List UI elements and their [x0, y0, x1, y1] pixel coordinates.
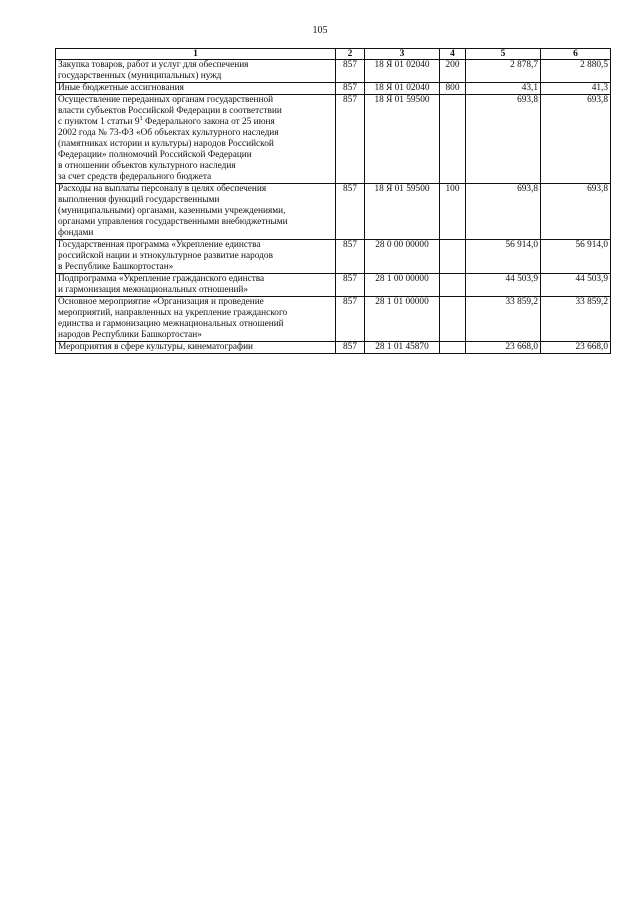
row-code-cell: 857 [336, 240, 365, 274]
row-sum1-cell: 44 503,9 [466, 274, 541, 297]
row-name-cell [56, 297, 336, 342]
row-name-line: единства и гармонизацию межнациональных отношений [58, 319, 284, 329]
row-name-line: народов Республики Башкортостан» [58, 330, 202, 340]
table-row [56, 184, 611, 240]
row-code-cell: 857 [336, 83, 365, 95]
row-sum2-cell: 693,8 [541, 184, 611, 240]
row-name-line: Расходы на выплаты персоналу в целях обеспечения [58, 184, 267, 194]
row-csr-cell: 28 1 00 00000 [365, 274, 440, 297]
row-code-cell: 857 [336, 60, 365, 83]
page-number: 105 [312, 25, 328, 36]
column-header: 6 [541, 49, 611, 60]
row-name-line: органами управления государственными внебюджетными [58, 217, 288, 227]
row-name-line: (памятниках истории и культуры) народов Российской [58, 139, 274, 149]
row-name-line: Осуществление переданных органам государственной [58, 95, 274, 105]
row-code-cell: 857 [336, 274, 365, 297]
row-csr-cell: 18 Я 01 02040 [365, 83, 440, 95]
row-name-line: выполнения функций государственными [58, 195, 220, 205]
row-name-line: и гармонизация межнациональных отношений» [58, 285, 249, 295]
row-name-line: в отношении объектов культурного наследия [58, 161, 236, 171]
row-name-line: (муниципальными) органами, казенными учреждениями, [58, 206, 286, 216]
row-name-cell [56, 95, 336, 184]
row-name-line: 2002 года № 73-ФЗ «Об объектах культурного наследия [58, 128, 279, 138]
row-name-line [58, 114, 333, 128]
row-csr-cell: 28 1 01 45870 [365, 342, 440, 354]
column-header: 2 [336, 49, 365, 60]
row-csr-cell: 28 0 00 00000 [365, 240, 440, 274]
column-header: 5 [466, 49, 541, 60]
row-name-cell [56, 184, 336, 240]
row-name-cell [56, 274, 336, 297]
row-name-line: Основное мероприятие «Организация и проведение [58, 297, 264, 307]
row-name-cell [56, 60, 336, 83]
row-vr-cell [440, 297, 466, 342]
row-name-line: Мероприятия в сфере культуры, кинематографии [58, 342, 254, 352]
row-sum1-cell: 56 914,0 [466, 240, 541, 274]
row-sum1-cell: 23 668,0 [466, 342, 541, 354]
row-name-line: власти субъектов Российской Федерации в соответствии [58, 106, 282, 116]
row-vr-cell [440, 274, 466, 297]
row-sum1-cell: 693,8 [466, 95, 541, 184]
row-name-line: за счет средств федерального бюджета [58, 172, 212, 182]
row-sum2-cell: 23 668,0 [541, 342, 611, 354]
table-row [56, 83, 611, 95]
row-sum2-cell: 41,3 [541, 83, 611, 95]
table-row [56, 240, 611, 274]
row-vr-cell: 800 [440, 83, 466, 95]
row-code-cell: 857 [336, 184, 365, 240]
row-name-cell [56, 240, 336, 274]
row-name-line-part: Федерального закона от 25 июня [142, 117, 275, 127]
row-sum2-cell: 56 914,0 [541, 240, 611, 274]
row-name-line: Государственная программа «Укрепление единства [58, 240, 261, 250]
row-name-line: фондами [58, 228, 94, 238]
row-csr-cell: 28 1 01 00000 [365, 297, 440, 342]
table-header-row [56, 49, 611, 60]
table-row [56, 95, 611, 184]
row-vr-cell: 100 [440, 184, 466, 240]
row-name-line: Закупка товаров, работ и услуг для обеспечения [58, 60, 249, 70]
row-sum1-cell: 43,1 [466, 83, 541, 95]
budget-table [55, 48, 611, 354]
row-sum2-cell: 44 503,9 [541, 274, 611, 297]
row-name-line: Подпрограмма «Укрепление гражданского единства [58, 274, 265, 284]
table-row [56, 274, 611, 297]
row-sum1-cell: 2 878,7 [466, 60, 541, 83]
row-name-cell [56, 83, 336, 95]
row-sum1-cell: 693,8 [466, 184, 541, 240]
row-sum2-cell: 693,8 [541, 95, 611, 184]
row-vr-cell [440, 95, 466, 184]
row-csr-cell: 18 Я 01 59500 [365, 184, 440, 240]
row-csr-cell: 18 Я 01 59500 [365, 95, 440, 184]
row-vr-cell: 200 [440, 60, 466, 83]
row-code-cell: 857 [336, 297, 365, 342]
row-vr-cell [440, 240, 466, 274]
row-sum1-cell: 33 859,2 [466, 297, 541, 342]
row-name-line: российской нации и этнокультурное развитие народов [58, 251, 273, 261]
table-row [56, 60, 611, 83]
row-csr-cell: 18 Я 01 02040 [365, 60, 440, 83]
row-sum2-cell: 33 859,2 [541, 297, 611, 342]
table-row [56, 297, 611, 342]
column-header: 1 [56, 49, 336, 60]
row-name-cell [56, 342, 336, 354]
row-sum2-cell: 2 880,5 [541, 60, 611, 83]
row-name-line: Иные бюджетные ассигнования [58, 83, 184, 93]
row-code-cell: 857 [336, 95, 365, 184]
row-name-line: Федерации» полномочий Российской Федерации [58, 150, 252, 160]
row-name-line-part: с пунктом 1 статьи 9 [58, 117, 140, 127]
column-header: 4 [440, 49, 466, 60]
row-vr-cell [440, 342, 466, 354]
superscript: 1 [139, 114, 143, 122]
row-name-line: мероприятий, направленных на укрепление гражданского [58, 308, 288, 318]
table-row [56, 342, 611, 354]
row-name-line: государственных (муниципальных) нужд [58, 71, 222, 81]
row-name-line: в Республике Башкортостан» [58, 262, 174, 272]
column-header: 3 [365, 49, 440, 60]
row-code-cell: 857 [336, 342, 365, 354]
